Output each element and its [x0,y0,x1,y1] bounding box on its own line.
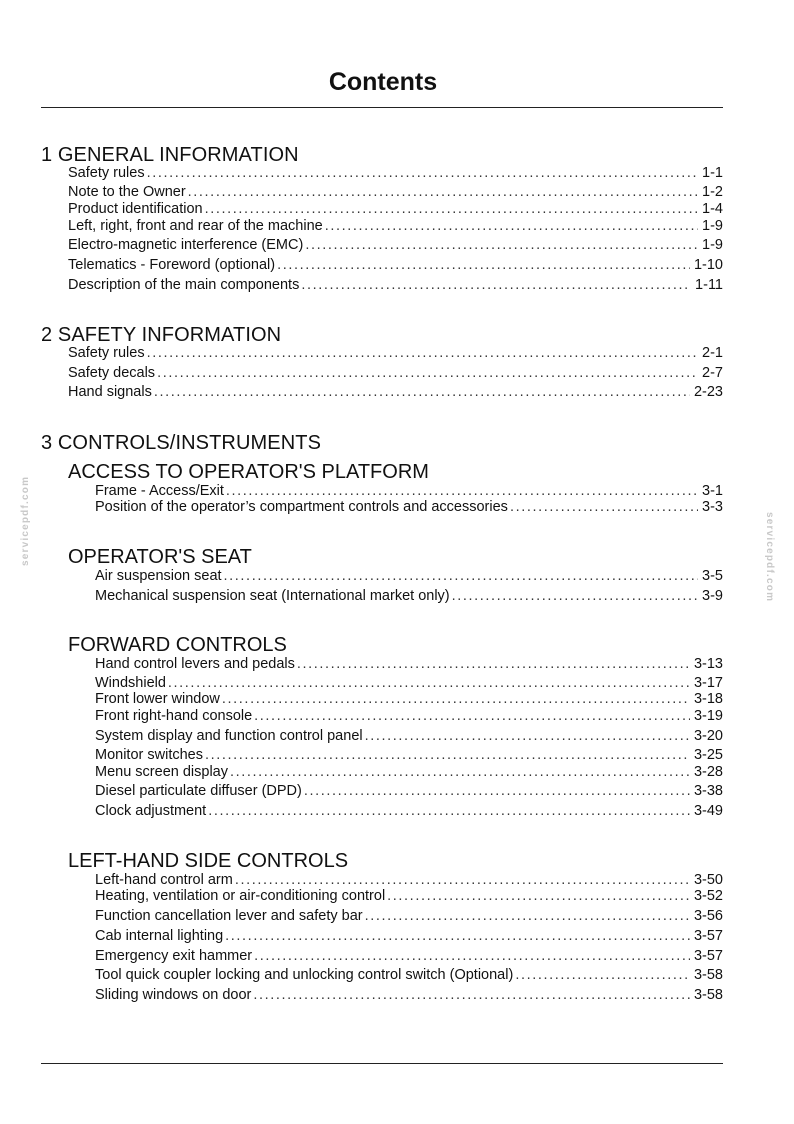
leader-dots [205,746,690,764]
entry-page: 3-28 [693,764,723,780]
toc-entry[interactable] [68,364,723,382]
entry-page: 3-25 [693,747,723,763]
leader-dots [230,763,690,781]
leader-dots [224,567,698,585]
toc-entry[interactable] [95,763,723,781]
leader-dots [154,383,690,401]
section-heading: OPERATOR'S SEAT [68,546,252,568]
entry-page: 3-19 [693,708,723,724]
entry-label: Sliding windows on door [95,987,252,1003]
leader-dots [147,164,698,182]
entry-label: Safety rules [68,165,145,181]
entry-page: 3-49 [693,803,723,819]
toc-entry[interactable] [95,690,723,708]
entry-page: 1-1 [702,165,723,181]
leader-dots [277,256,690,274]
entry-label: Emergency exit hammer [95,948,253,964]
entry-page: 2-1 [702,345,723,361]
entry-label: Clock adjustment [95,803,207,819]
toc-entry[interactable] [95,986,723,1004]
entry-label: Monitor switches [95,747,203,763]
chapter-heading: 3 CONTROLS/INSTRUMENTS [41,432,322,454]
leader-dots [510,498,698,516]
entry-page: 3-3 [702,499,723,515]
toc-entry[interactable] [68,217,723,235]
toc-entry[interactable] [68,383,723,401]
entry-label: Tool quick coupler locking and unlocking control switch (Optional) [95,967,514,983]
entry-label: Description of the main components [68,277,300,293]
leader-dots [225,927,690,945]
watermark-right: servicepdf.com [764,512,775,603]
leader-dots [254,707,690,725]
entry-page: 3-9 [702,588,723,604]
leader-dots [365,907,690,925]
leader-dots [205,200,698,218]
leader-dots [304,782,690,800]
entry-page: 3-1 [702,483,723,499]
watermark-left: servicepdf.com [20,475,31,566]
entry-page: 3-52 [693,888,723,904]
entry-label: Hand signals [68,384,152,400]
entry-label: Frame - Access/Exit [95,483,224,499]
leader-dots [325,217,698,235]
entry-label: Heating, ventilation or air-conditioning control [95,888,386,904]
toc-entry[interactable] [95,498,723,516]
toc-entry[interactable] [95,655,723,673]
leader-dots [305,236,698,254]
leader-dots [188,183,698,201]
leader-dots [147,344,698,362]
page-title: Contents [328,68,438,96]
leader-dots [301,276,691,294]
leader-dots [222,690,690,708]
entry-label: Windshield [95,675,166,691]
entry-label: Product identification [68,201,203,217]
leader-dots [365,727,690,745]
toc-entry[interactable] [68,344,723,362]
chapter-heading: 2 SAFETY INFORMATION [41,324,282,346]
section-heading: ACCESS TO OPERATOR'S PLATFORM [68,461,429,483]
toc-entry[interactable] [95,927,723,945]
entry-page: 3-20 [693,728,723,744]
entry-label: Cab internal lighting [95,928,224,944]
entry-page: 1-10 [693,257,723,273]
leader-dots [452,587,698,605]
entry-label: Electro-magnetic interference (EMC) [68,237,304,253]
entry-page: 3-13 [693,656,723,672]
entry-page: 3-58 [693,967,723,983]
entry-page: 3-57 [693,948,723,964]
leader-dots [297,655,690,673]
entry-label: Front lower window [95,691,220,707]
entry-page: 3-38 [693,783,723,799]
toc-entry[interactable] [95,727,723,745]
leader-dots [254,947,690,965]
entry-page: 3-57 [693,928,723,944]
chapter-heading: 1 GENERAL INFORMATION [41,144,299,166]
toc-entry[interactable] [68,164,723,182]
entry-label: Menu screen display [95,764,228,780]
entry-label: Left, right, front and rear of the machine [68,218,323,234]
toc-entry[interactable] [95,907,723,925]
entry-page: 1-11 [695,277,723,293]
entry-page: 1-4 [702,201,723,217]
entry-label: Safety decals [68,365,156,381]
entry-label: Safety rules [68,345,145,361]
toc-entry[interactable] [95,567,723,585]
toc-entry[interactable] [95,802,723,820]
toc-entry[interactable] [95,587,723,605]
entry-label: Diesel particulate diffuser (DPD) [95,783,302,799]
toc-entry[interactable] [68,256,723,274]
entry-page: 3-18 [693,691,723,707]
toc-entry[interactable] [95,746,723,764]
entry-page: 2-7 [702,365,723,381]
leader-dots [157,364,698,382]
toc-entry[interactable] [68,276,723,294]
leader-dots [387,887,690,905]
leader-dots [515,966,690,984]
toc-entry[interactable] [95,782,723,800]
entry-page: 1-9 [702,237,723,253]
toc-entry[interactable] [95,947,723,965]
entry-page: 3-50 [693,872,723,888]
entry-label: System display and function control panel [95,728,363,744]
entry-page: 1-2 [702,184,723,200]
toc-entry[interactable] [95,887,723,905]
toc-entry[interactable] [68,183,723,201]
entry-label: Hand control levers and pedals [95,656,295,672]
toc-entry[interactable] [95,966,723,984]
entry-page: 3-58 [693,987,723,1003]
section-heading: FORWARD CONTROLS [68,634,287,656]
entry-label: Telematics - Foreword (optional) [68,257,276,273]
entry-label: Note to the Owner [68,184,186,200]
bottom-rule [41,1063,723,1064]
entry-page: 3-5 [702,568,723,584]
entry-page: 3-17 [693,675,723,691]
toc-entry[interactable] [68,236,723,254]
entry-label: Function cancellation lever and safety bar [95,908,363,924]
toc-entry[interactable] [95,707,723,725]
entry-page: 1-9 [702,218,723,234]
leader-dots [253,986,690,1004]
entry-label: Mechanical suspension seat (International market only) [95,588,450,604]
top-rule [41,107,723,108]
entry-page: 2-23 [693,384,723,400]
entry-label: Front right-hand console [95,708,253,724]
leader-dots [208,802,690,820]
entry-page: 3-56 [693,908,723,924]
toc-entry[interactable] [68,200,723,218]
entry-label: Position of the operator’s compartment controls and accessories [95,499,508,515]
entry-label: Left-hand control arm [95,872,233,888]
section-heading: LEFT-HAND SIDE CONTROLS [68,850,349,872]
entry-label: Air suspension seat [95,568,222,584]
